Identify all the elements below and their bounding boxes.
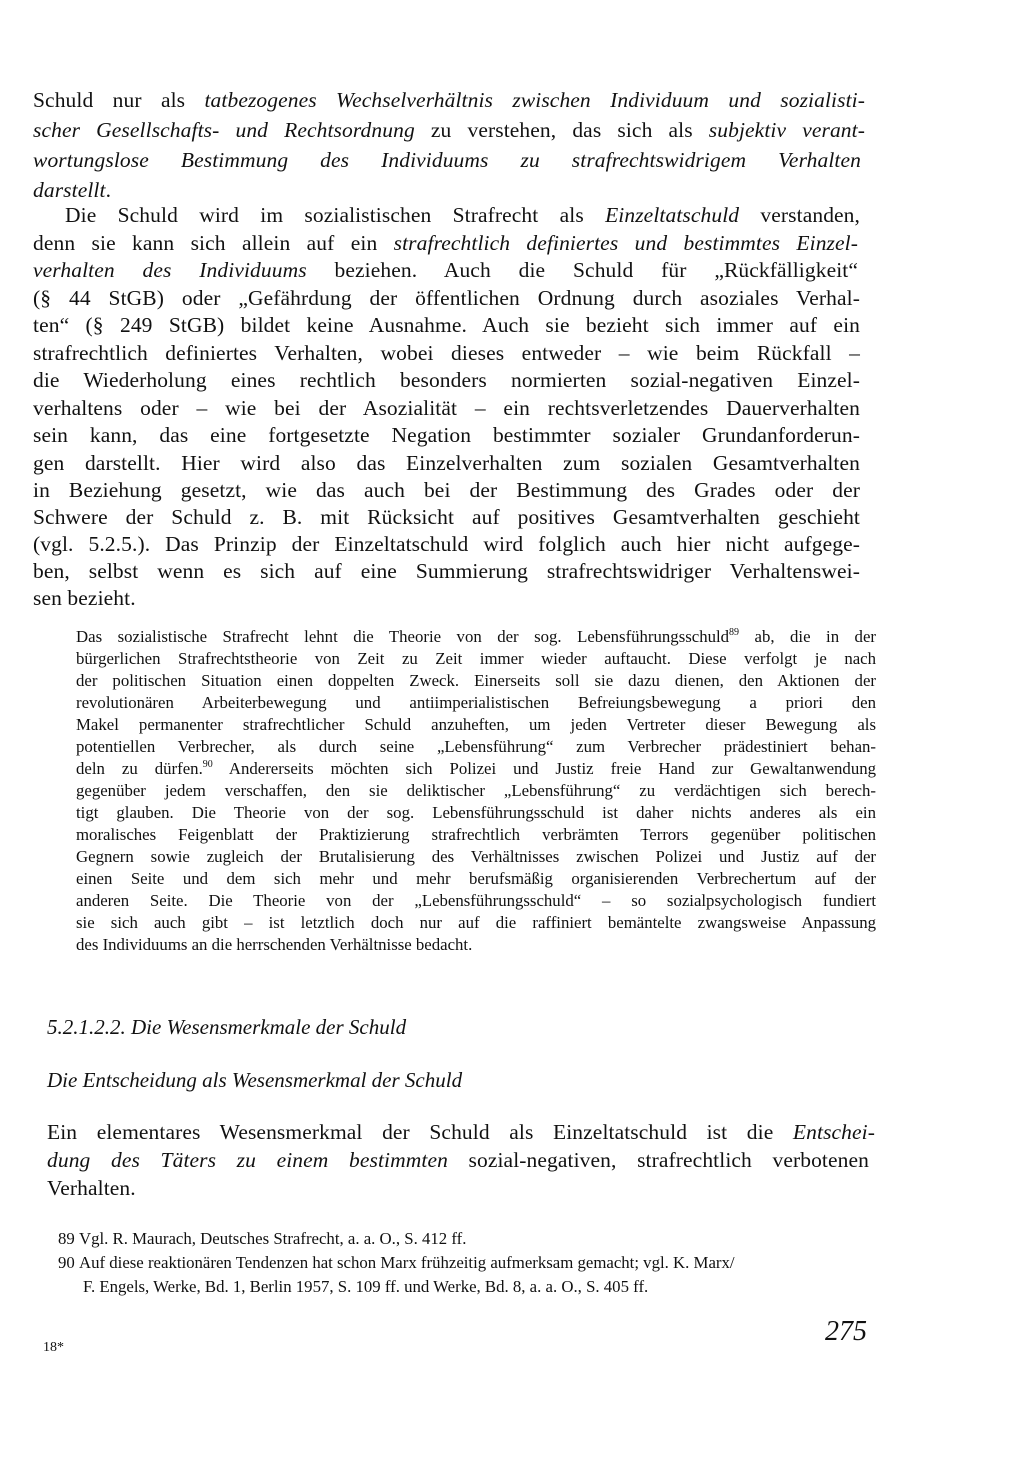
text-line: des Individuums an die herrschenden Verhältnisse bedacht. — [76, 935, 473, 954]
footnote-89: 89 Vgl. R. Maurach, Deutsches Strafrecht, a. a. O., S. 412 ff. — [58, 1229, 467, 1248]
emphasis: tatbezogenes Wechselverhältnis zwischen Individuum und sozialisti- — [204, 88, 865, 112]
text-line: potentiellen Verbrecher, als durch seine „Lebensführung“ zum Verbrecher prädestiniert behan- — [76, 737, 876, 756]
emphasis: Einzeltatschuld — [605, 203, 740, 227]
emphasis: darstellt — [33, 178, 106, 202]
signature-mark: 18* — [43, 1340, 64, 1355]
footnote-90-continued: F. Engels, Werke, Bd. 1, Berlin 1957, S. 109 ff. und Werke, Bd. 8, a. a. O., S. 405 ff. — [83, 1277, 649, 1296]
text-line: verhalten des Individuums beziehen. Auch die Schuld für „Rückfälligkeit“ — [33, 258, 858, 282]
text-line: scher Gesellschafts- und Rechtsordnung zu verstehen, das sich als subjektiv verant- — [33, 118, 865, 142]
section-heading: 5.2.1.2.2. Die Wesensmerkmale der Schuld — [47, 1015, 407, 1039]
text-line: sein kann, das eine fortgesetzte Negation bestimmter sozialer Grundanforderun- — [33, 423, 860, 447]
text-line: moralisches Feigenblatt der Praktizierung strafrechtlich verbrämten Terrors gegenüber politischen — [76, 825, 876, 844]
text-line: die Wiederholung eines rechtlich besonders normierten sozial-negativen Einzel- — [33, 368, 860, 392]
text-line: Ein elementares Wesensmerkmal der Schuld als Einzeltatschuld ist die Entschei- — [47, 1120, 875, 1144]
footnote-number: 90 — [58, 1253, 75, 1272]
footnote-90: 90 Auf diese reaktionären Tendenzen hat schon Marx frühzeitig aufmerksam gemacht; vgl. K. Marx/ — [58, 1253, 735, 1272]
footnote-ref: 90 — [202, 759, 213, 770]
text-line: denn sie kann sich allein auf ein strafrechtlich definiertes und bestimmtes Einzel- — [33, 231, 858, 255]
text-line: Schwere der Schuld z. B. mit Rücksicht auf positives Gesamtverhalten geschieht — [33, 505, 860, 529]
emphasis: strafrechtlich definiertes und bestimmtes Einzel- — [393, 231, 858, 255]
emphasis: scher Gesellschafts- und Rechtsordnung — [33, 118, 415, 142]
text-line: Verhalten. — [47, 1176, 136, 1200]
text-line: Das sozialistische Strafrecht lehnt die Theorie von der sog. Lebensführungsschuld$^{89}$ ab, die in der — [76, 627, 876, 646]
text-line — [33, 148, 861, 173]
footnote-number: 89 — [58, 1229, 75, 1248]
text-line: der politischen Situation einen doppelten Zweck. Einerseits soll sie dazu dienen, den Aktionen der — [76, 671, 876, 690]
text-line: Schuld nur als tatbezogenes Wechselverhältnis zwischen Individuum und sozialisti- — [33, 88, 865, 112]
text-line: sie sich auch gibt – ist letztlich doch nur auf die raffiniert bemäntelte zwangsweise Anpassung — [76, 913, 876, 932]
text-line: verhaltens oder – wie bei der Asozialität – ein rechtsverletzendes Dauerverhalten — [33, 396, 860, 420]
text-line: revolutionären Arbeiterbewegung und antiimperialistischen Befreiungsbewegung a priori den — [76, 693, 876, 712]
text-line: dung des Täters zu einem bestimmten sozial-negativen, strafrechtlich verbotenen — [47, 1148, 869, 1172]
subheading: Die Entscheidung als Wesensmerkmal der Schuld — [47, 1068, 463, 1092]
text-line: (vgl. 5.2.5.). Das Prinzip der Einzeltatschuld wird folglich auch hier nicht aufgege- — [33, 532, 860, 556]
text-line: bürgerlichen Strafrechtstheorie von Zeit zu Zeit immer wieder auftaucht. Diese verfolgt je nach — [76, 649, 876, 668]
emphasis: verhalten des Individuums — [33, 258, 307, 282]
text-line: ben, selbst wenn es sich auf eine Summierung strafrechtswidriger Verhaltenswei- — [33, 559, 860, 583]
text-line: strafrechtlich definiertes Verhalten, wobei dieses entweder – wie beim Rückfall – — [33, 341, 860, 365]
text-line: einen Seite und dem sich mehr und mehr berufsmäßig organisierenden Verbrechertum auf der — [76, 869, 876, 888]
emphasis: Entschei- — [792, 1120, 875, 1144]
text-line: gen darstellt. Hier wird also das Einzelverhalten zum sozialen Gesamtverhalten — [33, 451, 860, 475]
text-line: deln zu dürfen.$^{90}$ Andererseits möchten sich Polizei und Justiz freie Hand zur Gewaltanwendung — [76, 759, 876, 778]
text-line: darstellt. — [33, 178, 112, 202]
emphasis: dung des Täters zu einem bestimmten — [47, 1148, 448, 1172]
footnote-ref: 89 — [729, 627, 740, 638]
text-line: (§ 44 StGB) oder „Gefährdung der öffentlichen Ordnung durch asoziales Verhal- — [33, 286, 860, 310]
emphasis: subjektiv verant- — [708, 118, 865, 142]
emphasis: wortungslose Bestimmung des Individuums zu strafrechtswidrigem Verhalten — [33, 148, 861, 172]
text-line: sen bezieht. — [33, 586, 136, 610]
text-line: in Beziehung gesetzt, wie das auch bei der Bestimmung des Grades oder der — [33, 478, 860, 502]
text-line: Makel permanenter strafrechtlicher Schuld anzuheften, um jeden Vertreter dieser Bewegung als — [76, 715, 876, 734]
text-line: Die Schuld wird im sozialistischen Strafrecht als Einzeltatschuld verstanden, — [65, 203, 861, 227]
page-number: 275 — [825, 1316, 867, 1347]
text-line: tigt glauben. Die Theorie von der sog. Lebensführungsschuld ist daher nichts anderes als ein — [76, 803, 876, 822]
text-line: ten“ (§ 249 StGB) bildet keine Ausnahme. Auch sie bezieht sich immer auf ein — [33, 313, 860, 337]
text-line: anderen Seite. Die Theorie von der „Lebensführungsschuld“ – so sozialpsychologisch fundiert — [76, 891, 876, 910]
text-line: Gegnern sowie zugleich der Brutalisierung des Verhältnisses zwischen Polizei und Justiz auf der — [76, 847, 876, 866]
text-line: gegenüber jedem verschaffen, den sie deliktischer „Lebensführung“ zu verdächtigen sich berech- — [76, 781, 876, 800]
